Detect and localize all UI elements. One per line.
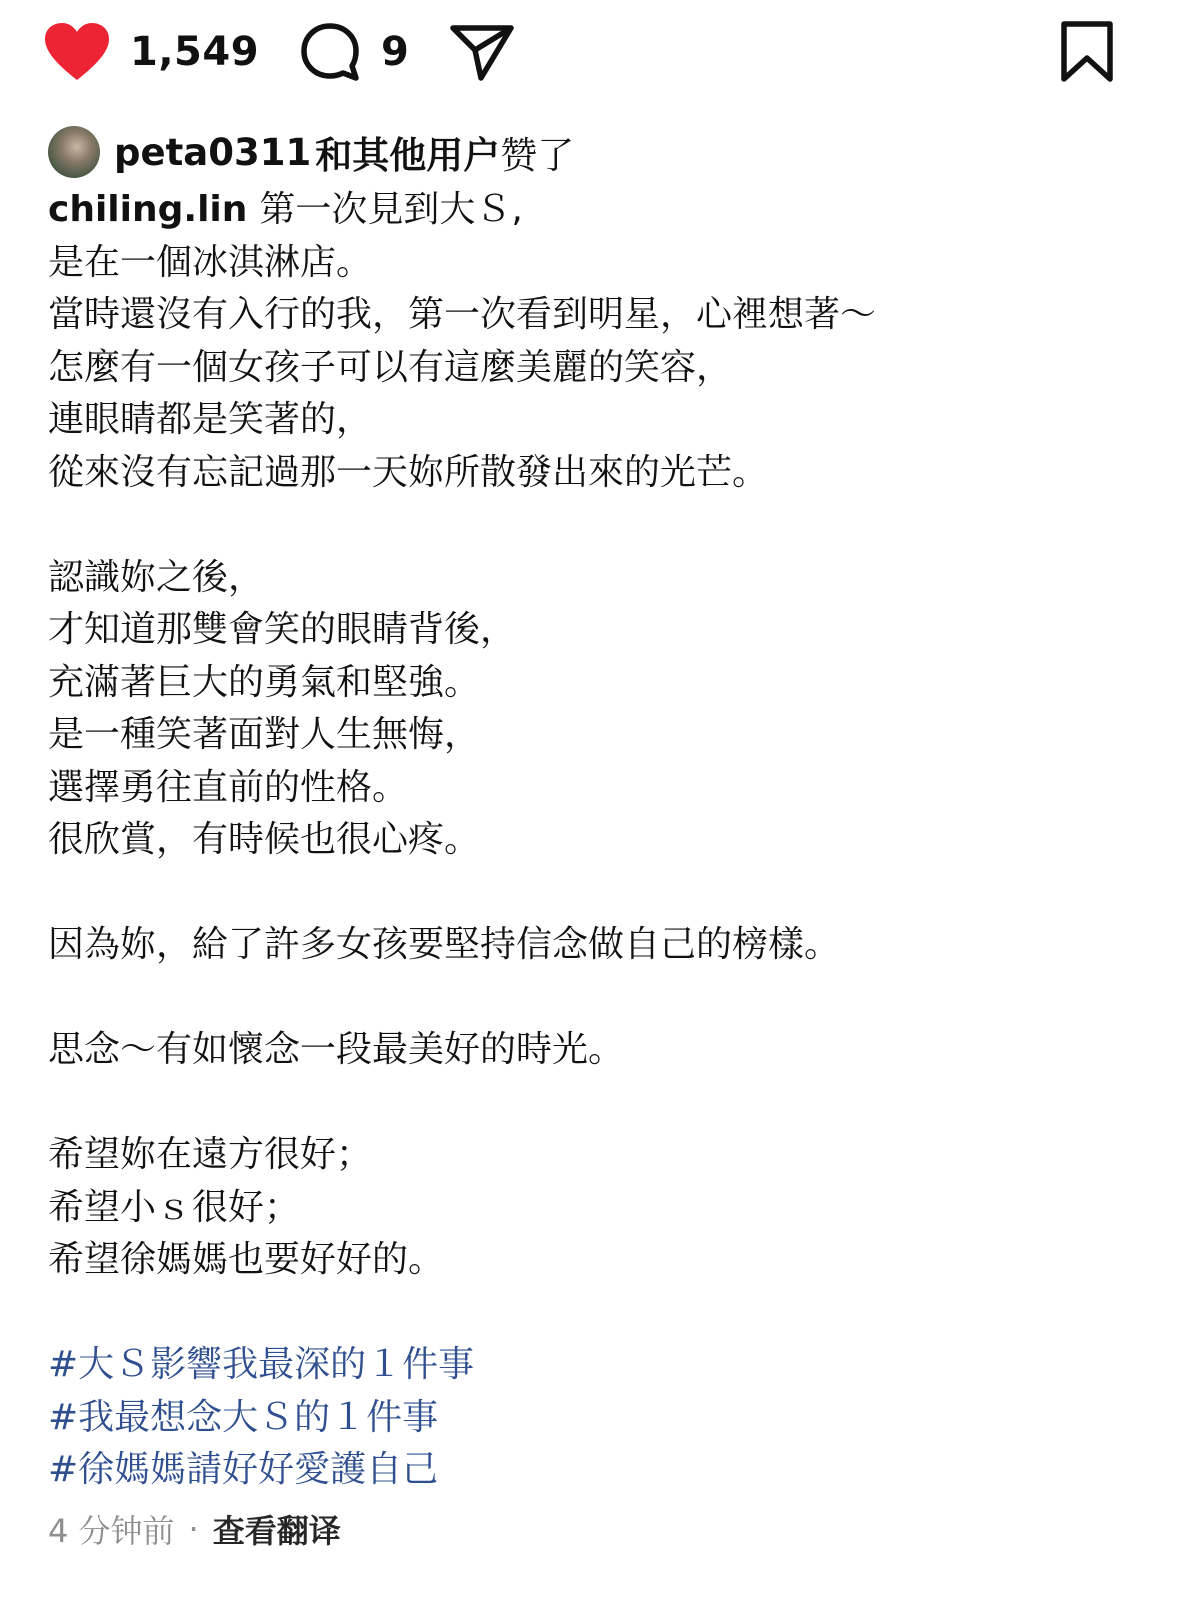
post-action-bar — [44, 16, 1115, 88]
liked-by-others[interactable]: 和其他用户 — [315, 134, 501, 177]
like-button[interactable] — [44, 22, 259, 82]
caption-blank-line — [48, 867, 1128, 920]
caption-line: 是在一個冰淇淋店。 — [48, 241, 373, 283]
liked-by-username[interactable]: peta0311 — [114, 130, 312, 174]
see-translation-link[interactable]: 查看翻译 — [212, 1512, 341, 1550]
likes-count: 1,549 — [130, 29, 260, 75]
caption-line: 從來沒有忘記過那一天妳所散發出來的光芒。 — [48, 451, 769, 493]
author-username[interactable]: chiling.lin — [48, 189, 248, 230]
caption-line: 希望徐媽媽也要好好的。 — [48, 1239, 445, 1280]
caption-line: 怎麼有一個女孩子可以有這麼美麗的笑容， — [48, 346, 733, 388]
hashtag-link[interactable]: #我最想念大Ｓ的１件事 — [48, 1396, 439, 1438]
hashtag-link[interactable]: #徐媽媽請好好愛護自己 — [48, 1449, 439, 1490]
paper-plane-icon — [449, 22, 515, 82]
comment-button[interactable] — [299, 21, 409, 83]
caption-line: 很欣賞，有時候也很心疼。 — [48, 819, 481, 860]
share-button[interactable] — [449, 22, 515, 82]
caption-line: 因為妳，給了許多女孩要堅持信念做自己的榜樣。 — [48, 924, 841, 965]
caption-line: 充滿著巨大的勇氣和堅強。 — [48, 661, 481, 703]
caption-line: 希望妳在遠方很好； — [48, 1134, 373, 1175]
caption-blank-line — [48, 1287, 1128, 1340]
post-timestamp: 4 分钟前 — [48, 1512, 175, 1550]
caption-blank-line — [48, 972, 1128, 1025]
caption-line: 選擇勇往直前的性格。 — [48, 766, 409, 808]
liked-by-row — [48, 124, 574, 180]
heart-icon — [44, 22, 110, 82]
meta-separator: · — [188, 1510, 199, 1548]
post-caption — [48, 184, 1128, 1497]
comments-count: 9 — [381, 29, 410, 75]
caption-blank-line — [48, 1077, 1128, 1130]
avatar[interactable] — [48, 126, 100, 178]
caption-line: 連眼睛都是笑著的， — [48, 399, 373, 440]
caption-line: 才知道那雙會笑的眼睛背後， — [48, 609, 517, 650]
caption-line: 認識妳之後， — [48, 556, 265, 598]
caption-line: chiling.lin 第一次見到大Ｓ, — [48, 189, 523, 230]
comment-bubble-icon — [299, 21, 361, 83]
caption-line: 當時還沒有入行的我，第一次看到明星，心裡想著～ — [48, 294, 877, 335]
liked-by-suffix: 赞了 — [500, 134, 575, 177]
caption-line: 希望小ｓ很好； — [48, 1186, 301, 1228]
post-meta — [48, 1506, 341, 1552]
bookmark-button[interactable] — [1059, 20, 1115, 84]
bookmark-icon — [1059, 20, 1115, 84]
caption-line: 是一種笑著面對人生無悔， — [48, 714, 481, 755]
hashtag-link[interactable]: #大Ｓ影響我最深的１件事 — [48, 1344, 475, 1385]
caption-line: 思念～有如懷念一段最美好的時光。 — [48, 1029, 625, 1070]
caption-blank-line — [48, 499, 1128, 552]
